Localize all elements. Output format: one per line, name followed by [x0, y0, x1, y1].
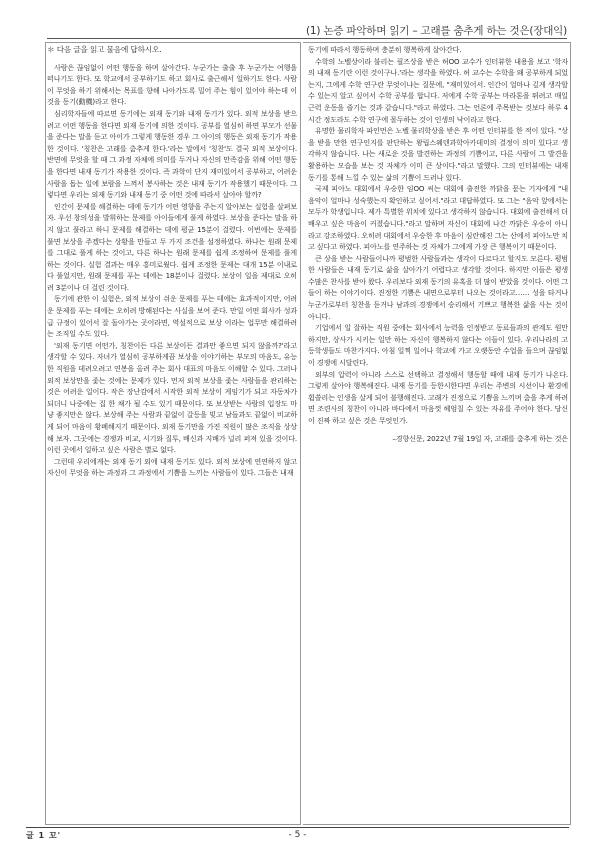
article-source: –경향신문, 2022년 7월 19일 자, 고래를 춤추게 하는 것은 — [392, 433, 568, 443]
footer-logo: 글 1 꼬' — [26, 831, 62, 840]
article-paragraph: 동기에 관한 이 실험은, 외적 보상이 쉬운 문제를 푸는 데에는 효과적이지만, 어려운 문제를 푸는 데에는 오히려 방해된다는 사실을 보여 준다. 만일 어떤 회사가 성과급 규정이 있어서 잘 돌아가는 곳이라면, 역설적으로 보상 이라는 업무만 해결하려는 조직일 수도 있다. — [47, 294, 297, 339]
article-paragraph: '외재 동기면 어떤가, 칭찬이든 다른 보상이든 결과만 좋으면 되지 않을까?'라고 생각할 수 있다. 자녀가 열심히 공부하게끔 보상을 이야기하는 부모의 마음도, 유능한 직원을 데려오려고 연봉을 올려 주는 회사 대표의 마음도 이해할 수 있다. 그러나 외적 보상만을 좇는 것에는 문제가 있다. 먼저 외적 보상을 좇는 사람들을 관리하는 것은 어려운 일이다. 작은 장난감에서 시작한 외적 보상이 게임기가 되고 자동차가 되더니 나중에는 집 한 채가 될 수도 있기 때문이다. 또 보상받는 사람의 입장도 마냥 좋지만은 않다. 보상해 주는 사람과 끝없이 갈등을 빚고 남들과도 끝없이 비교하게 되어 마음이 황폐해지기 때문이다. 외재 동기만을 가진 직원이 많은 조직을 상상해 보자. 그곳에는 경쟁과 비교, 시기와 질투, 배신과 지배가 널리 퍼져 있을 것이다. 이런 곳에서 일하고 싶은 사람은 별로 없다. — [47, 340, 297, 455]
article-paragraph: 그런데 우리에게는 외재 동기 외에 내재 동기도 있다. 외적 보상에 연연하지 않고 자신이 무엇을 하는 과정과 그 과정에서 기쁨을 느끼는 사람들이 있다. 그들은 내재 — [47, 456, 297, 478]
instruction-text: ＊ 다음 글을 읽고 물음에 답하시오. — [47, 45, 162, 54]
article-right-column — [308, 44, 568, 444]
article-paragraph: 수학의 노벨상이라 불리는 필즈상을 받은 허OO 교수가 인터뷰한 내용을 보고 '학자의 내재 동기란 이런 것이구나.'라는 생각을 하였다. 허 교수는 수학을 왜 공부하게 되었는지, 그에게 수학 연구란 무엇이냐는 질문에, "재미있어서. 인간이 얼마나 깊게 생각할 수 있는지 알고 싶어서 수학 공부를 합니다. 저에게 수학 공부는 마라톤을 뛰려고 매일 근력 운동을 즐기는 것과 같습니다."라고 하였다. 그는 언론에 주목받는 것보다 하루 4시간 정도라도 수학 연구에 몰두하는 것이 인생의 낙이라고 한다. — [308, 56, 568, 124]
article-paragraph: 심리학자들에 따르면 동기에는 외재 동기와 내재 동기가 있다. 외적 보상을 받으려고 어떤 행동을 한다면 외재 동기에 의한 것이다. 공부를 열심히 하면 부모가 선물을 준다는 말을 듣고 아이가 그렇게 행동한 경우 그 아이의 행동은 외재 동기가 작용한 것이다. '칭찬은 고래를 춤추게 한다.'라는 말에서 '칭찬'도 결국 외적 보상이다. 반면에 무엇을 할 때 그 과정 자체에 의미를 두거나 자신의 만족감을 위해 어떤 행동을 한다면 내재 동기가 작용한 것이다. 즉 과학이 단지 재미있어서 공부하고, 어려운 사람을 돕는 일에 보람을 느껴서 봉사하는 것은 내재 동기가 작용했기 때문이다. 그렇다면 우리는 외재 동기와 내재 동기 중 어떤 것에 따라서 살아야 할까? — [47, 108, 297, 200]
header-rule — [47, 38, 567, 39]
page-number: - 5 - — [288, 830, 307, 840]
article-paragraph: 큰 상을 받는 사람들이나까 평범한 사람들과는 생각이 다르다고 할지도 모른다. 평범한 사람들은 내재 동기로 삶을 살아가기 어렵다고 생각할 것이다. 하지만 이들은 평생 수많은 찬사를 받아 왔다. 우리보다 외재 동기의 유혹을 더 많이 받았을 것이다. 어떤 그들이 하는 이야기이다. 진정한 기쁨은 내면으로부터 나오는 것이라고…… 성을 타거나 누군가로부터 칭찬을 듣거나 남과의 경쟁에서 승리해서 기쁘고 행복한 삶을 사는 것이 아니다. — [308, 253, 568, 321]
article-paragraph: 사람은 끊임없이 어떤 행동을 하며 살아간다. 누군가는 출출 후 누군가는 여행을 떠나기도 한다. 또 학교에서 공부하기도 하고 회사로 출근해서 일하기도 한다. 사람이 무엇을 하기 위해서는 목표를 향해 나아가도록 밀어 주는 힘이 있어야 하는데 이것을 동기(動機)라고 한다. — [47, 62, 297, 107]
article-paragraph: 국제 피아노 대회에서 우승한 임OO 씨는 대회에 출전한 까닭을 묻는 기자에게 "내 음악이 얼마나 성숙했는지 확인하고 싶어서."라고 대답하였다. 또 그는 "음악 앞에서는 모두가 학생입니다. 제가 특별한 위치에 있다고 생각하지 않습니다. 대회에 출전해서 더 배우고 싶은 마음이 커졌습니다."라고 말하며 자신이 대회에 나간 까닭은 우승이 아니라고 강조하였다. 오히려 대회에서 우승한 후 마음이 심란해진 그는 산에서 피아노만 치고 싶다고 하였다. 피아노를 연주하는 것 자체가 그에게 가장 큰 행복이기 때문이다. — [308, 184, 568, 252]
article-paragraph: 외부의 압력이 아니라 스스로 선택하고 결정해서 행동할 때에 내재 동기가 나온다. 그렇게 살아야 행복해진다. 내재 동기를 등한시한다면 우리는 주변의 시선이나 환경에 휩쓸리는 인생을 살게 되어 불행해진다. 고래가 진정으로 기쁨을 느끼며 춤을 추게 하려면 조련사의 칭찬이 아니라 바다에서 마음껏 헤엄칠 수 있는 자유를 주어야 한다. 당신이 진짜 하고 싶은 것은 무엇인가. — [308, 369, 568, 425]
article-paragraph: 동기에 따라서 행동하며 충분히 행복하게 살아간다. — [308, 45, 462, 54]
article-left-column — [47, 44, 297, 479]
article-paragraph: 기업에서 일 잘하는 직원 중에는 회사에서 능력을 인정받고 동료들과의 관계도 원만하지만, 상사가 시키는 일만 하는 자신이 행복하지 않다는 이들이 있다. 우리나라의 고등학생들도 마찬가지다. 아침 일찍 일어나 학교에 가고 오랫동안 수업을 들으며 끊임없이 경쟁에 시달린다. — [308, 323, 568, 368]
article-paragraph: 유명한 물리학자 파인먼은 노벨 물리학상을 받은 후 어떤 인터뷰를 한 적이 있다. "상을 받을 만한 연구인지를 판단하는 왕립스웨덴과학아카데미의 결정이 의미 있다고 생각하지 않습니다. 나는 새로운 것을 발견하는 과정의 기쁨이고, 다른 사람이 그 발견을 활용하는 모습을 보는 것 자체가 이미 큰 상이다."라고 말했다. 그의 인터뷰에는 내재 동기를 통해 느낄 수 있는 삶의 기쁨이 드러나 있다. — [308, 126, 568, 182]
footer-rule — [26, 827, 569, 828]
article-paragraph: 인간이 문제를 해결하는 데에 동기가 어떤 영향을 주는지 알아보는 실험을 살펴보자. 우선 창의성을 발휘하는 문제를 아이들에게 풀게 하였다. 보상을 준다는 말을 하지 않고 풀라고 하니 문제를 해결하는 데에 평균 15분이 걸렸다. 이번에는 문제를 풀면 보상을 주겠다는 상황을 만들고 두 가지 조건을 설정하였다. 하나는 원래 문제를 그대로 풀게 하는 것이고, 다른 하나는 원래 문제를 쉽게 조정하여 문제를 풀게 하는 것이다. 실험 결과는 매우 흥미로웠다. 쉽게 조정한 문제는 대개 15분 이내로 다 풀었지만, 원래 문제를 푸는 데에는 18분이나 걸렸다. 보상이 일을 제대로 오히려 3분이나 더 걸린 것이다. — [47, 201, 297, 292]
page-header-title: (1) 논증 파악하며 읽기 – 고래를 춤추게 하는 것은(장대익) — [305, 25, 567, 37]
